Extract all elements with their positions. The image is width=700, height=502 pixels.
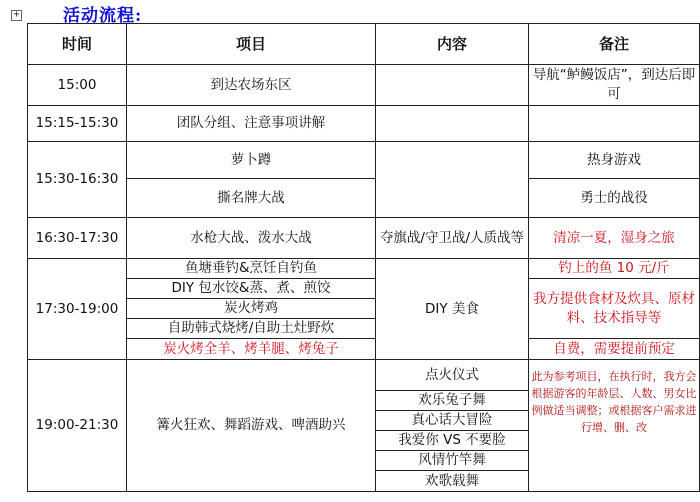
page-title: 活动流程: <box>63 6 143 26</box>
table-move-handle-icon[interactable]: + <box>11 10 22 21</box>
note-cell: 我方提供食材及炊具、原材料、技术指导等 <box>529 279 700 339</box>
item-cell: 自助韩式烧烤/自助土灶野炊 <box>127 319 376 339</box>
note-cell: 清凉一夏，湿身之旅 <box>529 218 700 259</box>
time-cell: 19:00-21:30 <box>28 360 127 492</box>
content-cell: 我爱你 VS 不要脸 <box>376 431 529 451</box>
content-cell: 夺旗战/守卫战/人质战等 <box>376 218 529 259</box>
table-row <box>28 65 700 106</box>
note-cell: 勇士的战役 <box>529 179 700 218</box>
schedule-table <box>27 23 700 492</box>
content-cell: 欢歌载舞 <box>376 471 529 492</box>
note-cell: 导航“鲈鳗饭店”，到达后即可 <box>529 65 700 106</box>
content-cell: 欢乐兔子舞 <box>376 391 529 411</box>
item-cell: 萝卜蹲 <box>127 142 376 179</box>
item-cell: 炭火烤鸡 <box>127 299 376 319</box>
content-cell: 点火仪式 <box>376 360 529 391</box>
table-row <box>28 218 700 259</box>
item-cell: 水枪大战、泼水大战 <box>127 218 376 259</box>
item-cell: 团队分组、注意事项讲解 <box>127 106 376 142</box>
header-item: 项目 <box>127 24 376 65</box>
note-cell: 自费，需要提前预定 <box>529 339 700 360</box>
header-time: 时间 <box>28 24 127 65</box>
content-cell <box>376 65 529 106</box>
table-row <box>28 259 700 279</box>
item-cell: 撕名牌大战 <box>127 179 376 218</box>
item-cell: 鱼塘垂钓&烹饪自钓鱼 <box>127 259 376 279</box>
item-cell: 炭火烤全羊、烤羊腿、烤兔子 <box>127 339 376 360</box>
time-cell: 15:00 <box>28 65 127 106</box>
content-cell: 真心话大冒险 <box>376 411 529 431</box>
note-cell <box>529 106 700 142</box>
content-cell: DIY 美食 <box>376 259 529 360</box>
header-note: 备注 <box>529 24 700 65</box>
time-cell: 17:30-19:00 <box>28 259 127 360</box>
table-row <box>28 360 700 391</box>
table-row <box>28 106 700 142</box>
content-cell <box>376 142 529 218</box>
item-cell: 篝火狂欢、舞蹈游戏、啤酒助兴 <box>127 360 376 492</box>
header-content: 内容 <box>376 24 529 65</box>
time-cell: 16:30-17:30 <box>28 218 127 259</box>
content-cell <box>376 106 529 142</box>
table-row <box>28 142 700 179</box>
table-row <box>28 339 700 360</box>
time-cell: 15:15-15:30 <box>28 106 127 142</box>
item-cell: DIY 包水饺&蒸、煮、煎饺 <box>127 279 376 299</box>
content-cell: 风情竹竿舞 <box>376 451 529 471</box>
header-row <box>28 24 700 65</box>
table-row <box>28 279 700 299</box>
table-row <box>28 179 700 218</box>
time-cell: 15:30-16:30 <box>28 142 127 218</box>
note-cell: 钓上的鱼 10 元/斤 <box>529 259 700 279</box>
item-cell: 到达农场东区 <box>127 65 376 106</box>
note-cell: 此为参考项目，在执行时，我方会根据游客的年龄层、人数、男女比例做适当调整；或根据客户需求进行增、删、改 <box>529 360 700 492</box>
note-cell: 热身游戏 <box>529 142 700 179</box>
